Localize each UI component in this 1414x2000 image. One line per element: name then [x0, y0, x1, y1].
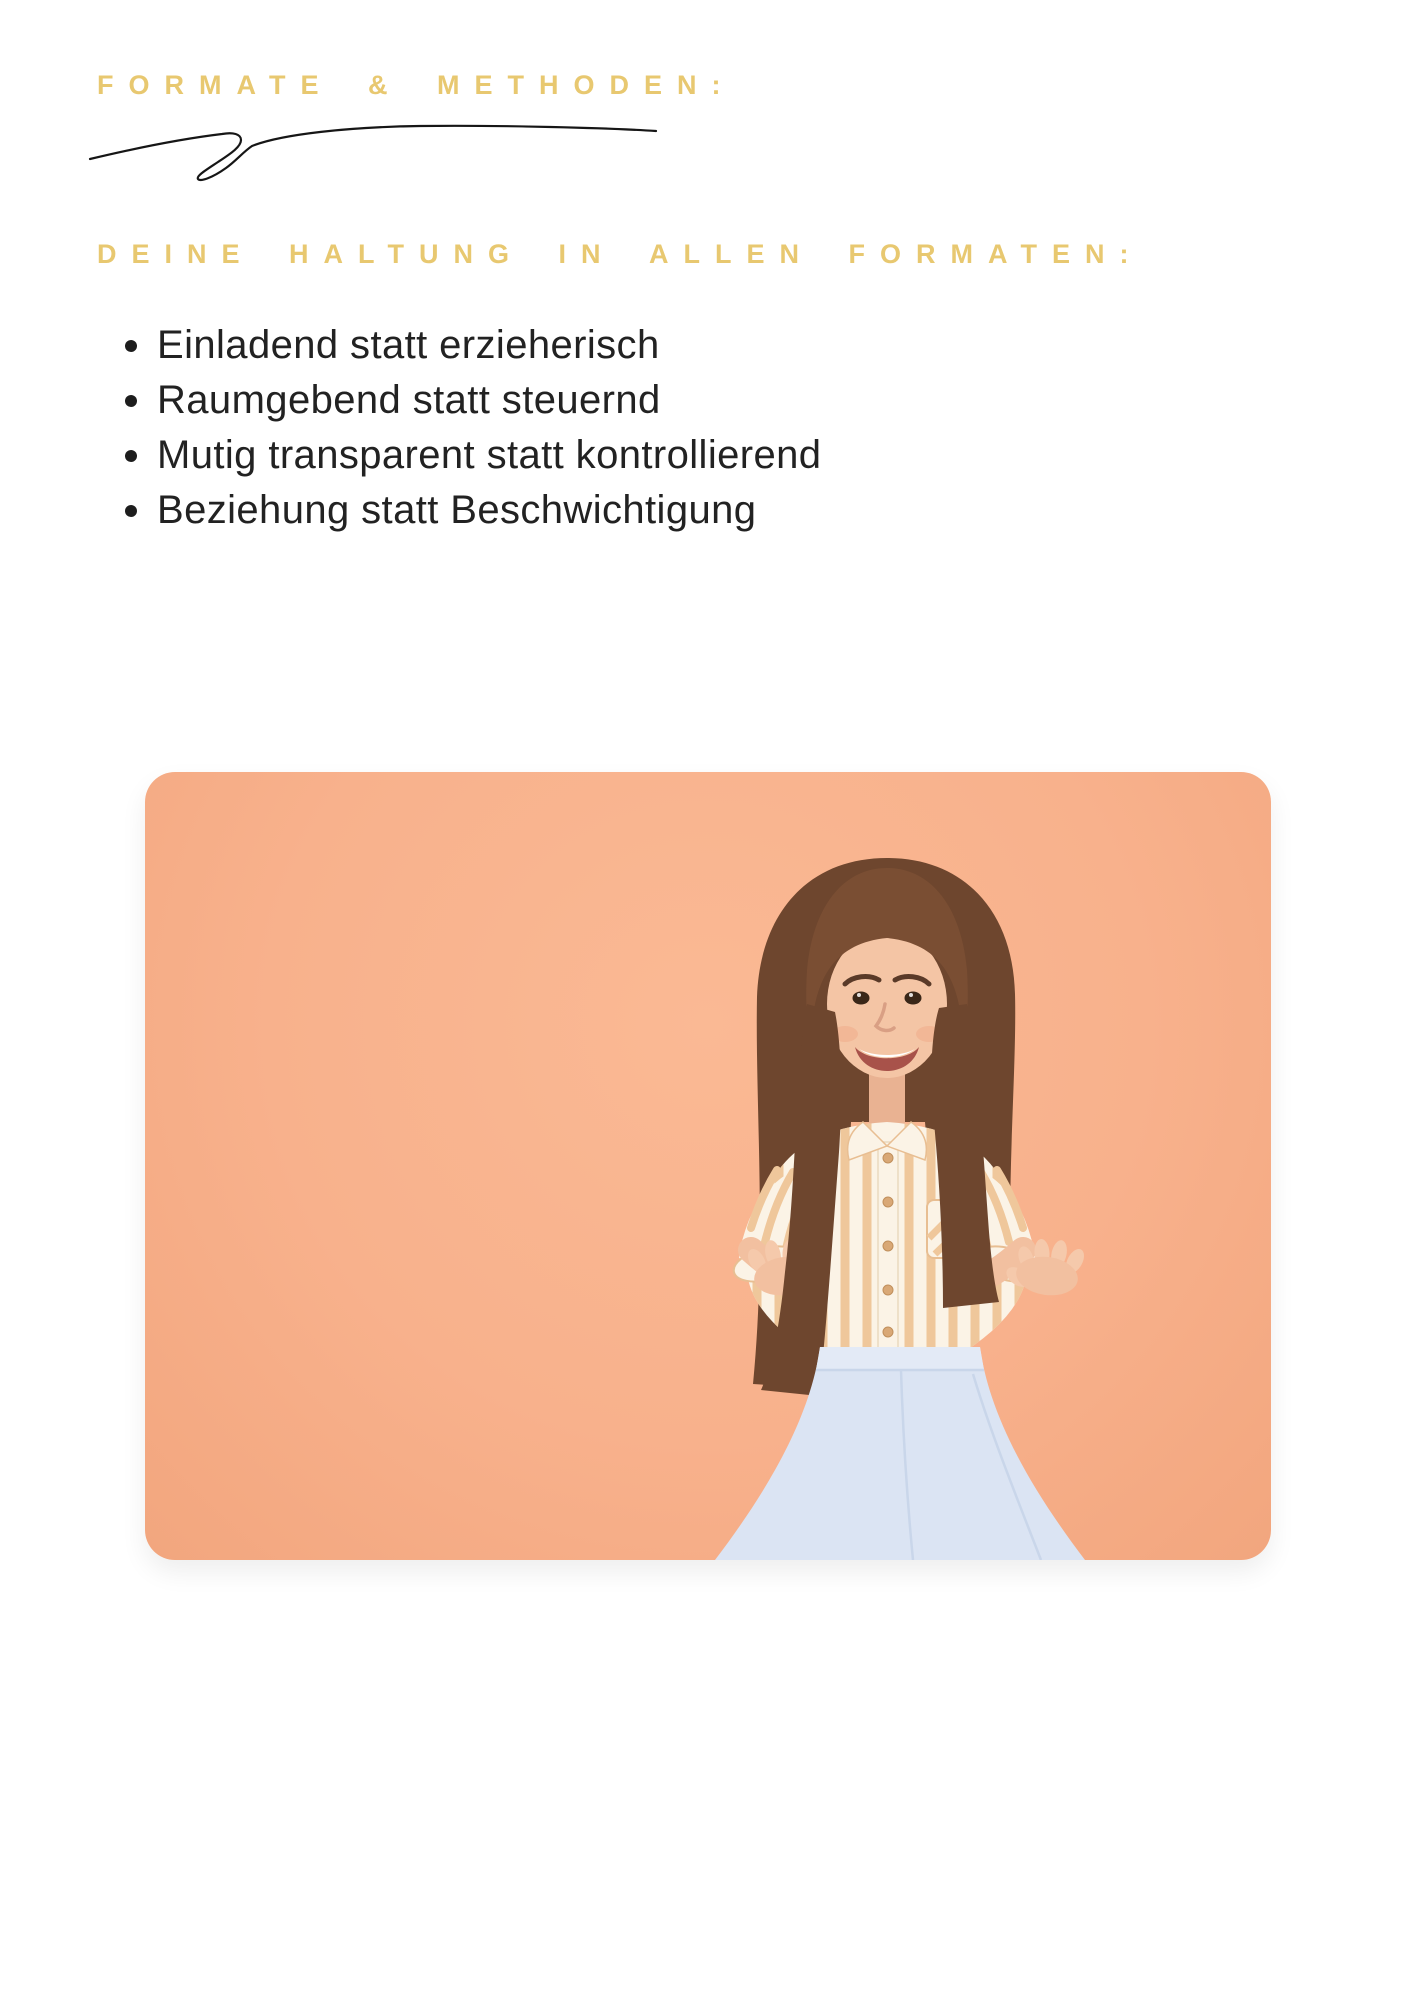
bullet-dot — [125, 395, 137, 407]
kicker-heading: FORMATE & METHODEN: — [97, 70, 736, 100]
bullet-dot — [125, 450, 137, 462]
bullet-item — [95, 318, 821, 373]
photo-card — [145, 772, 1271, 1560]
bullet-text: Einladend statt erzieherisch — [157, 323, 660, 367]
eye-right — [905, 992, 922, 1005]
bullet-item — [95, 373, 821, 428]
bullet-text: Raumgebend statt steuernd — [157, 378, 661, 422]
bullet-dot — [125, 505, 137, 517]
bullet-dot — [125, 340, 137, 352]
bullet-item — [95, 428, 821, 483]
flourish-stroke — [90, 126, 656, 180]
flourish-underline — [80, 115, 670, 190]
section-heading: DEINE HALTUNG IN ALLEN FORMATEN: — [97, 239, 1144, 269]
eye-left — [853, 992, 870, 1005]
bullet-item — [95, 483, 821, 538]
haltung-bullet-list — [95, 318, 821, 538]
photo-woman-inviting-gesture — [145, 772, 1271, 1560]
bullet-text: Beziehung statt Beschwichtigung — [157, 488, 757, 532]
bullet-text: Mutig transparent statt kontrollierend — [157, 433, 822, 477]
